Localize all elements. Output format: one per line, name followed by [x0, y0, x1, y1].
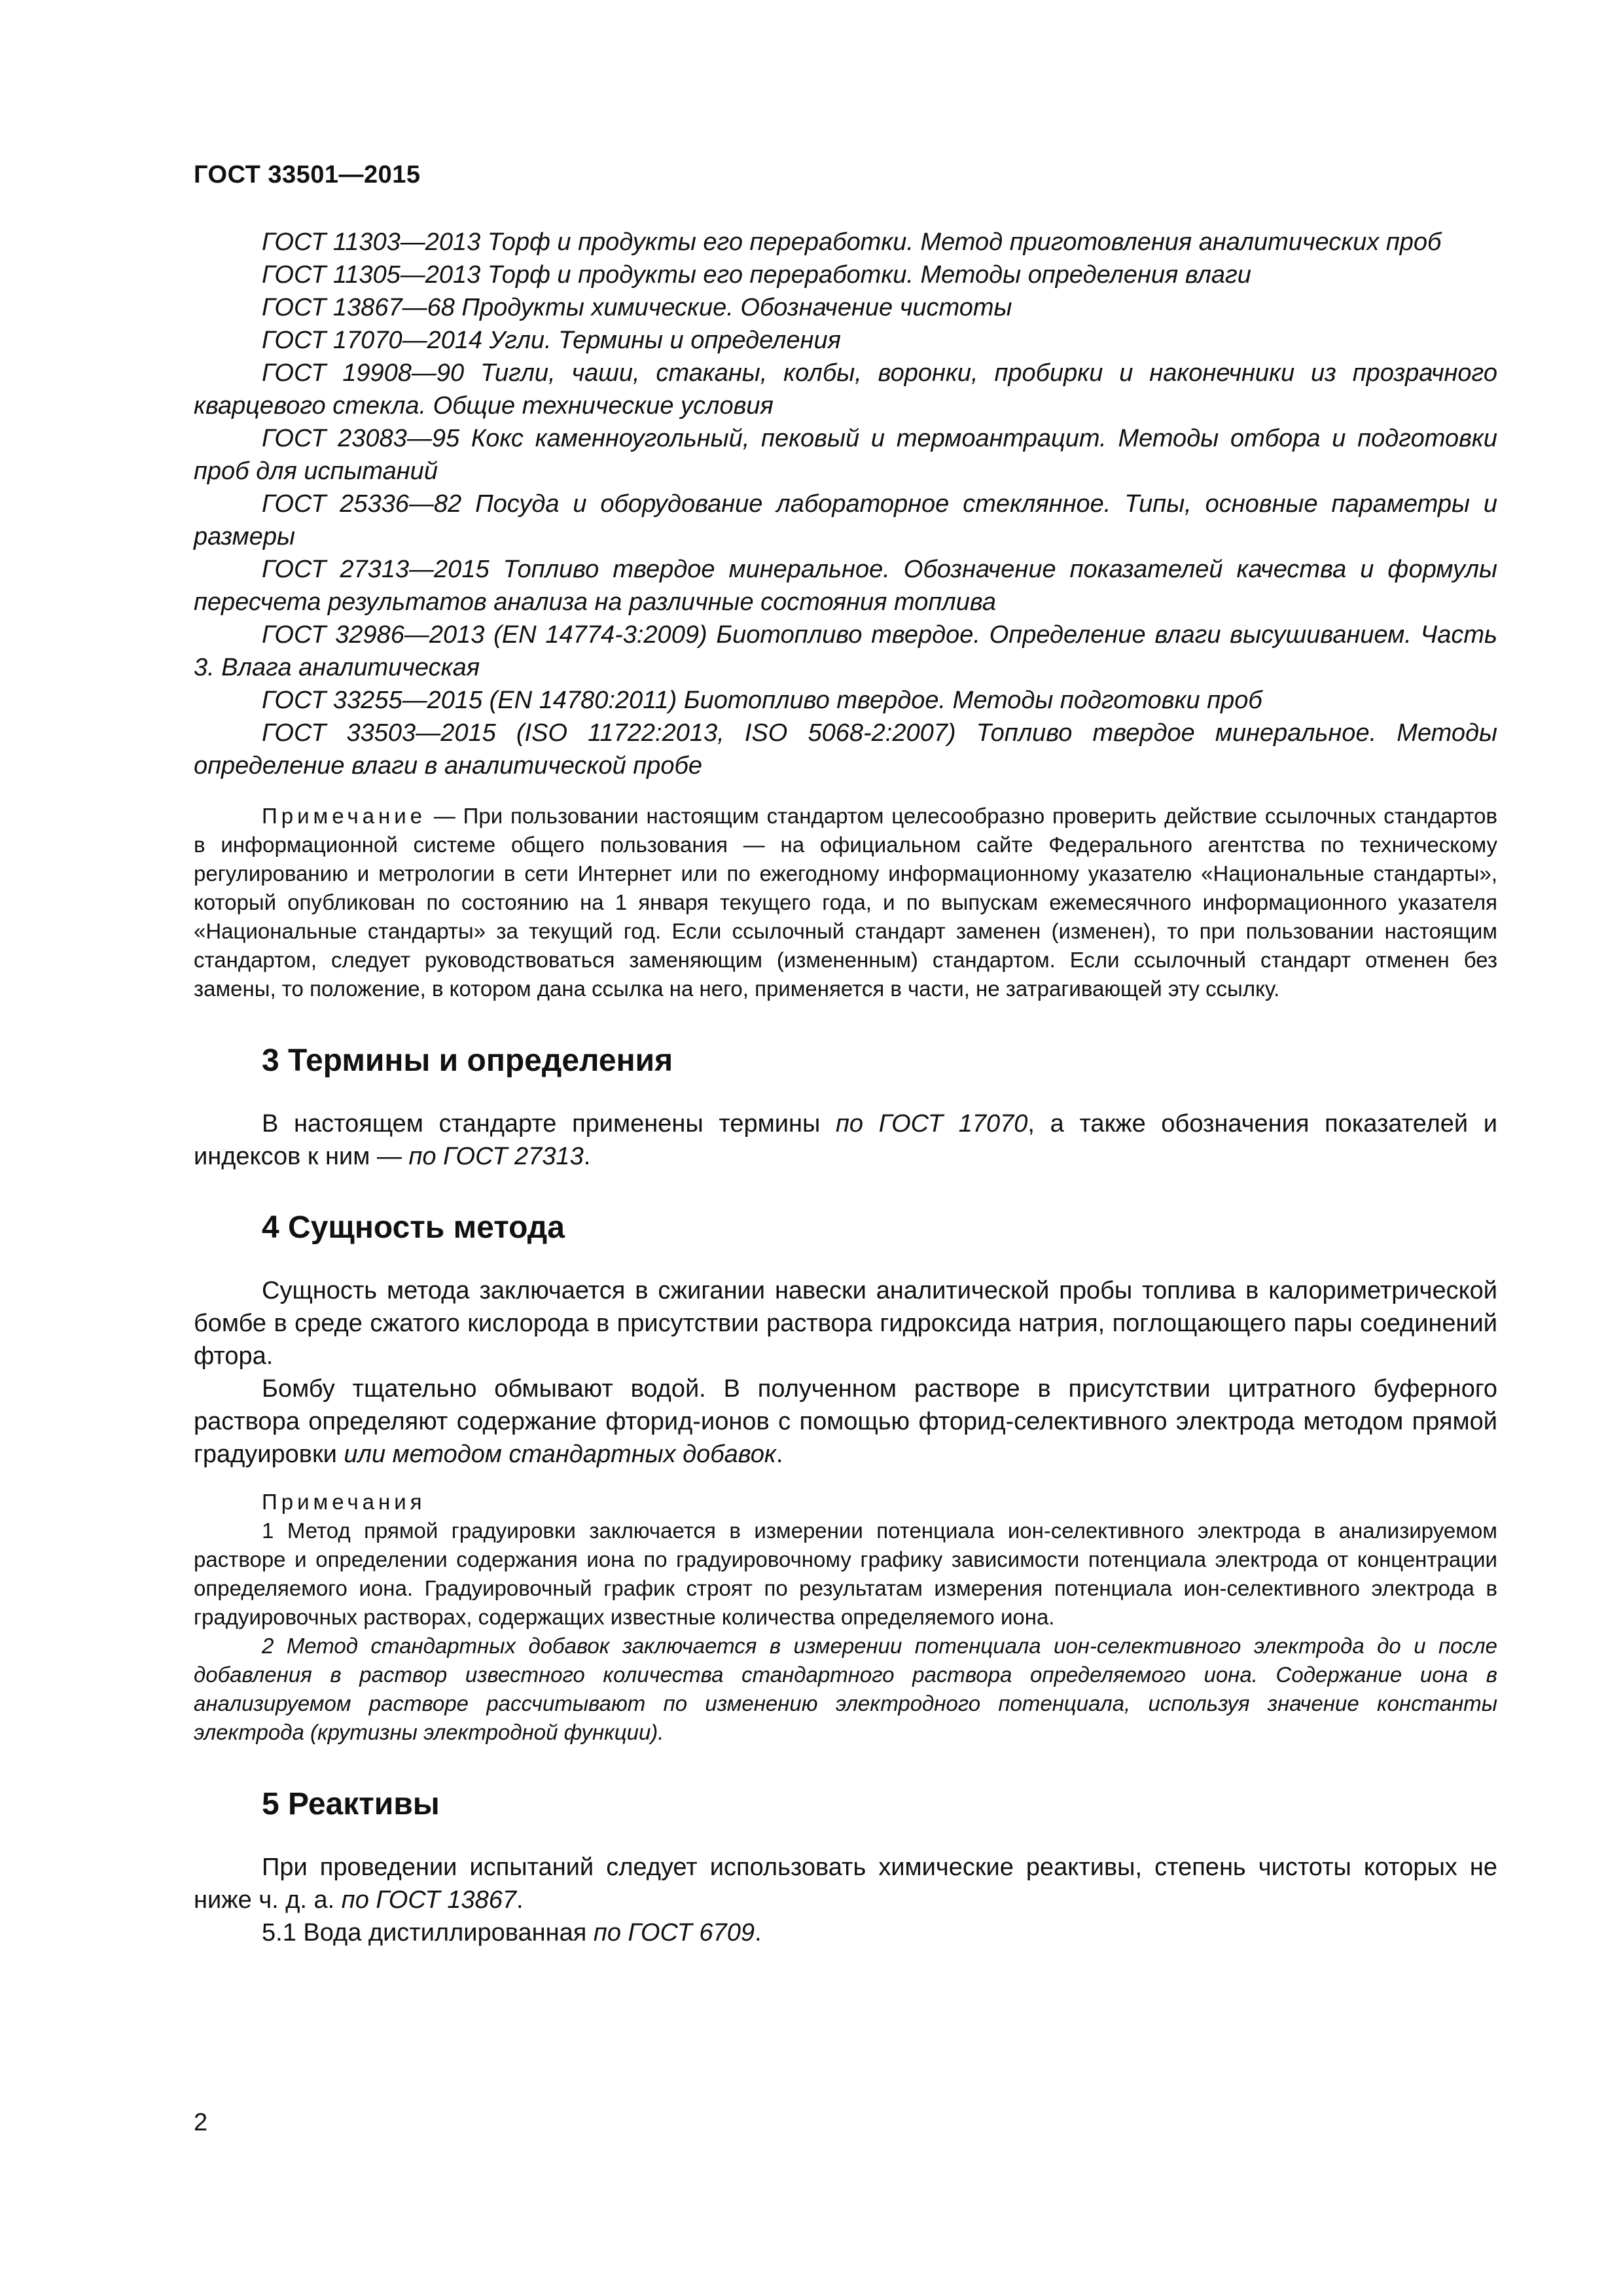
gost-link-13867: по ГОСТ 13867	[341, 1886, 516, 1914]
reference-item: ГОСТ 11305—2013 Торф и продукты его переработки. Методы определения влаги	[262, 261, 1251, 289]
reference-item: ГОСТ 27313—2015 Топливо твердое минеральное. Обозначение показателей качества и формулы пересчета результатов анализа на различные состояния топлива	[194, 556, 1497, 616]
reference-item: ГОСТ 25336—82 Посуда и оборудование лабораторное стеклянное. Типы, основные параметры и размеры	[194, 490, 1497, 550]
reference-item: ГОСТ 23083—95 Кокс каменноугольный, пековый и термоантрацит. Методы отбора и подготовки проб для испытаний	[194, 425, 1497, 485]
reference-item: ГОСТ 11303—2013 Торф и продукты его переработки. Метод приготовления аналитических проб	[262, 228, 1442, 256]
reference-item: ГОСТ 13867—68 Продукты химические. Обозначение чистоты	[262, 294, 1012, 321]
text-run: .	[776, 1441, 783, 1468]
section-5-1-paragraph	[194, 1916, 1497, 1949]
reference-item: ГОСТ 17070—2014 Угли. Термины и определения	[262, 327, 841, 354]
note-item-2: 2 Метод стандартных добавок заключается в измерении потенциала ион-селективного электрода до и после добавления в раствор известного количества стандартного раствора определяемого иона. Содержание иона в анализируемом растворе рассчитывают по изменению электродного потенциала, используя значение константы электрода (крутизны электродной функции).	[194, 1634, 1497, 1744]
gost-link-27313: по ГОСТ 27313	[408, 1143, 584, 1170]
gost-link-17070: по ГОСТ 17070	[835, 1110, 1028, 1138]
reference-item: ГОСТ 33255—2015 (EN 14780:2011) Биотопливо твердое. Методы подготовки проб	[262, 687, 1262, 714]
text-run: .	[583, 1143, 591, 1170]
gost-link-6709: по ГОСТ 6709	[593, 1919, 755, 1946]
note-text: — При пользовании настоящим стандартом целесообразно проверить действие ссылочных стандартов в информационной системе общего пользования — на официальном сайте Федерального агентства по техническому регулированию и метрологии в сети Интернет или по ежегодному информационному указателю «Национальные стандарты», который опубликован по состоянию на 1 января текущего года, и по выпускам ежемесячного информационного указателя «Национальные стандарты» за текущий год. Если ссылочный стандарт заменен (изменен), то при пользовании настоящим стандартом, следует руководствоваться заменяющим (измененным) стандартом. Если ссылочный стандарт отменен без замены, то положение, в котором дана ссылка на него, применяется в части, не затрагивающей эту ссылку.	[194, 804, 1497, 1001]
section-3-heading: 3 Термины и определения	[262, 1043, 673, 1078]
section-4-heading: 4 Сущность метода	[262, 1210, 565, 1245]
references-note	[194, 802, 1497, 1003]
reference-item: ГОСТ 33503—2015 (ISO 11722:2013, ISO 5068-2:2007) Топливо твердое минеральное. Методы определение влаги в аналитической пробе	[194, 719, 1497, 780]
notes-title: Примечания	[262, 1490, 426, 1514]
reference-item: ГОСТ 19908—90 Тигли, чаши, стаканы, колбы, воронки, пробирки и наконечники из прозрачного кварцевого стекла. Общие технические условия	[194, 359, 1497, 420]
text-run: При проведении испытаний следует использовать химические реактивы, степень чистоты которых не ниже ч. д. а.	[194, 1854, 1497, 1914]
text-run: .	[754, 1919, 762, 1946]
text-run: В настоящем стандарте применены термины	[262, 1110, 836, 1138]
text-run: .	[516, 1886, 524, 1914]
text-run: Бомбу тщательно обмывают водой. В полученном растворе в присутствии цитратного буферного раствора определяют содержание фторид-ионов с помощью фторид-селективного электрода методом прямой градуировки	[194, 1375, 1497, 1468]
section-5-heading: 5 Реактивы	[262, 1787, 440, 1821]
document-header-title: ГОСТ 33501—2015	[194, 161, 421, 188]
italic-run: или методом стандартных добавок	[344, 1441, 776, 1468]
note-label: Примечание	[262, 804, 427, 828]
note-item-1: 1 Метод прямой градуировки заключается в измерении потенциала ион-селективного электрода в анализируемом растворе и определении содержания иона по градуировочному графику зависимости потенциала электрода от концентрации определяемого иона. Градуировочный график строят по результатам измерения потенциала ион-селективного электрода в градуировочных растворах, содержащих известные количества определяемого иона.	[194, 1518, 1497, 1629]
document-content	[194, 226, 1497, 1949]
reference-item: ГОСТ 32986—2013 (EN 14774-3:2009) Биотопливо твердое. Определение влаги высушиванием. Часть 3. Влага аналитическая	[194, 621, 1497, 681]
text-run: 5.1 Вода дистиллированная	[262, 1919, 594, 1946]
section-4-paragraph-2	[194, 1372, 1497, 1471]
section-4-paragraph-1: Сущность метода заключается в сжигании навески аналитической пробы топлива в калориметрической бомбе в среде сжатого кислорода в присутствии раствора гидроксида натрия, поглощающего пары соединений фтора.	[194, 1277, 1497, 1370]
section-5-paragraph	[194, 1851, 1497, 1916]
page-number: 2	[194, 2109, 208, 2136]
section-3-paragraph	[194, 1107, 1497, 1173]
text-run: , а также обозначения показателей и индексов к ним —	[194, 1110, 1498, 1170]
